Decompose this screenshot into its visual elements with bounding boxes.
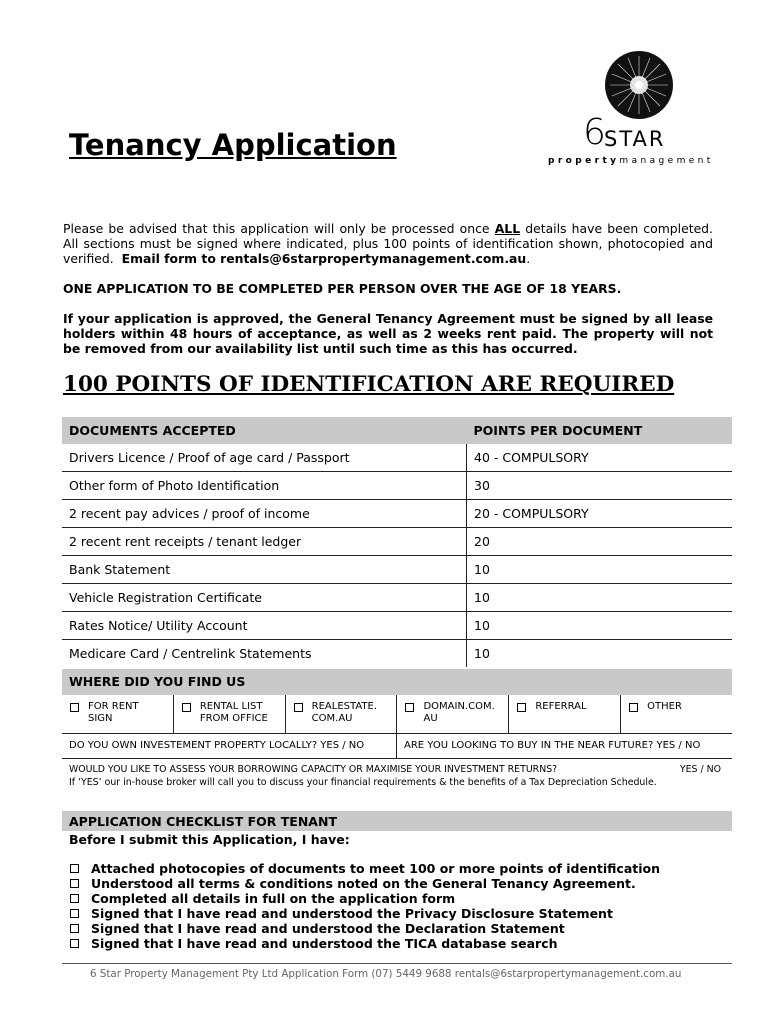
own-investment-question[interactable]: DO YOU OWN INVESTEMENT PROPERTY LOCALLY? YES / NO [62,733,397,758]
checkbox-icon[interactable] [405,703,414,712]
documents-table [62,417,732,667]
option-other[interactable]: OTHER [621,695,732,733]
checkbox-icon[interactable] [70,924,79,933]
option-domain[interactable]: DOMAIN.COM. AU [397,695,509,733]
table-row: Rates Notice/ Utility Account 10 [62,612,732,640]
find-us-heading: WHERE DID YOU FIND US [62,669,732,695]
option-realestate[interactable]: REALESTATE. COM.AU [286,695,398,733]
table-row: Drivers Licence / Proof of age card / Passport 40 - COMPULSORY [62,444,732,472]
checkbox-icon[interactable] [70,909,79,918]
col-points-per-document: POINTS PER DOCUMENT [467,417,733,444]
points-heading: 100 POINTS OF IDENTIFICATION ARE REQUIRED [63,372,675,397]
checkbox-icon[interactable] [70,894,79,903]
logo-starburst-icon [604,50,674,120]
logo-number: 6 [583,112,605,153]
checkbox-icon[interactable] [294,703,303,712]
list-item[interactable]: Signed that I have read and understood the Declaration Statement [69,921,660,936]
buy-future-question[interactable]: ARE YOU LOOKING TO BUY IN THE NEAR FUTURE? YES / NO [404,740,701,751]
list-item[interactable]: Attached photocopies of documents to meet 100 or more points of identification [69,861,660,876]
checkbox-icon[interactable] [70,864,79,873]
list-item[interactable]: Signed that I have read and understood the Privacy Disclosure Statement [69,906,660,921]
intro-paragraph: Please be advised that this application will only be processed once ALL details have been completed. All sections must be signed where indicated, plus 100 points of identification shown, photocopied and verified. Email form to rentals@6starpropertymanagement.com.au. [63,221,713,266]
email-instruction[interactable]: Email form to rentals@6starpropertymanagement.com.au [121,251,527,266]
checklist-items [69,861,660,951]
checkbox-icon[interactable] [70,939,79,948]
list-item[interactable]: Signed that I have read and understood the TICA database search [69,936,660,951]
table-row: Other form of Photo Identification 30 [62,472,732,500]
table-row: Bank Statement 10 [62,556,732,584]
checklist-heading: APPLICATION CHECKLIST FOR TENANT [62,811,732,831]
one-application-notice: ONE APPLICATION TO BE COMPLETED PER PERSON OVER THE AGE OF 18 YEARS. [63,281,622,296]
checkbox-icon[interactable] [629,703,638,712]
list-item[interactable]: Completed all details in full on the application form [69,891,660,906]
list-item[interactable]: Understood all terms & conditions noted on the General Tenancy Agreement. [69,876,660,891]
col-documents-accepted: DOCUMENTS ACCEPTED [62,417,467,444]
checklist-subtitle: Before I submit this Application, I have: [69,832,350,847]
approval-notice: If your application is approved, the General Tenancy Agreement must be signed by all lease holders within 48 hours of acceptance, as well as 2 weeks rent paid. The property will not be removed from our availability list until such time as this has occurred. [63,311,713,356]
option-referral[interactable]: REFERRAL [509,695,621,733]
investment-questions [62,733,732,759]
checkbox-icon[interactable] [70,879,79,888]
page-footer: 6 Star Property Management Pty Ltd Application Form (07) 5449 9688 rentals@6starpropertymanagement.com.au [90,968,682,980]
documents-table-header [62,417,732,444]
option-rental-list[interactable]: RENTAL LIST FROM OFFICE [174,695,286,733]
footer-divider [62,963,732,964]
table-row: Medicare Card / Centrelink Statements 10 [62,640,732,668]
checkbox-icon[interactable] [70,703,79,712]
table-row: Vehicle Registration Certificate 10 [62,584,732,612]
table-row: 2 recent rent receipts / tenant ledger 20 [62,528,732,556]
borrowing-capacity-question: WOULD YOU LIKE TO ASSESS YOUR BORROWING CAPACITY OR MAXIMISE YOUR INVESTMENT RETURNS? YES / NO If ‘YES’ our in-house broker will call you to discuss your financial requirements & the benefits of a Tax Depreciation Schedule. [69,764,721,788]
option-for-rent-sign[interactable]: FOR RENT SIGN [62,695,174,733]
find-us-options [62,695,732,734]
logo-subtitle: propertymanagement [548,156,714,166]
page-title: Tenancy Application [69,128,397,162]
checkbox-icon[interactable] [517,703,526,712]
logo-word: STAR [604,127,666,151]
borrowing-yes-no[interactable]: YES / NO [679,764,721,775]
checkbox-icon[interactable] [182,703,191,712]
table-row: 2 recent pay advices / proof of income 20 - COMPULSORY [62,500,732,528]
